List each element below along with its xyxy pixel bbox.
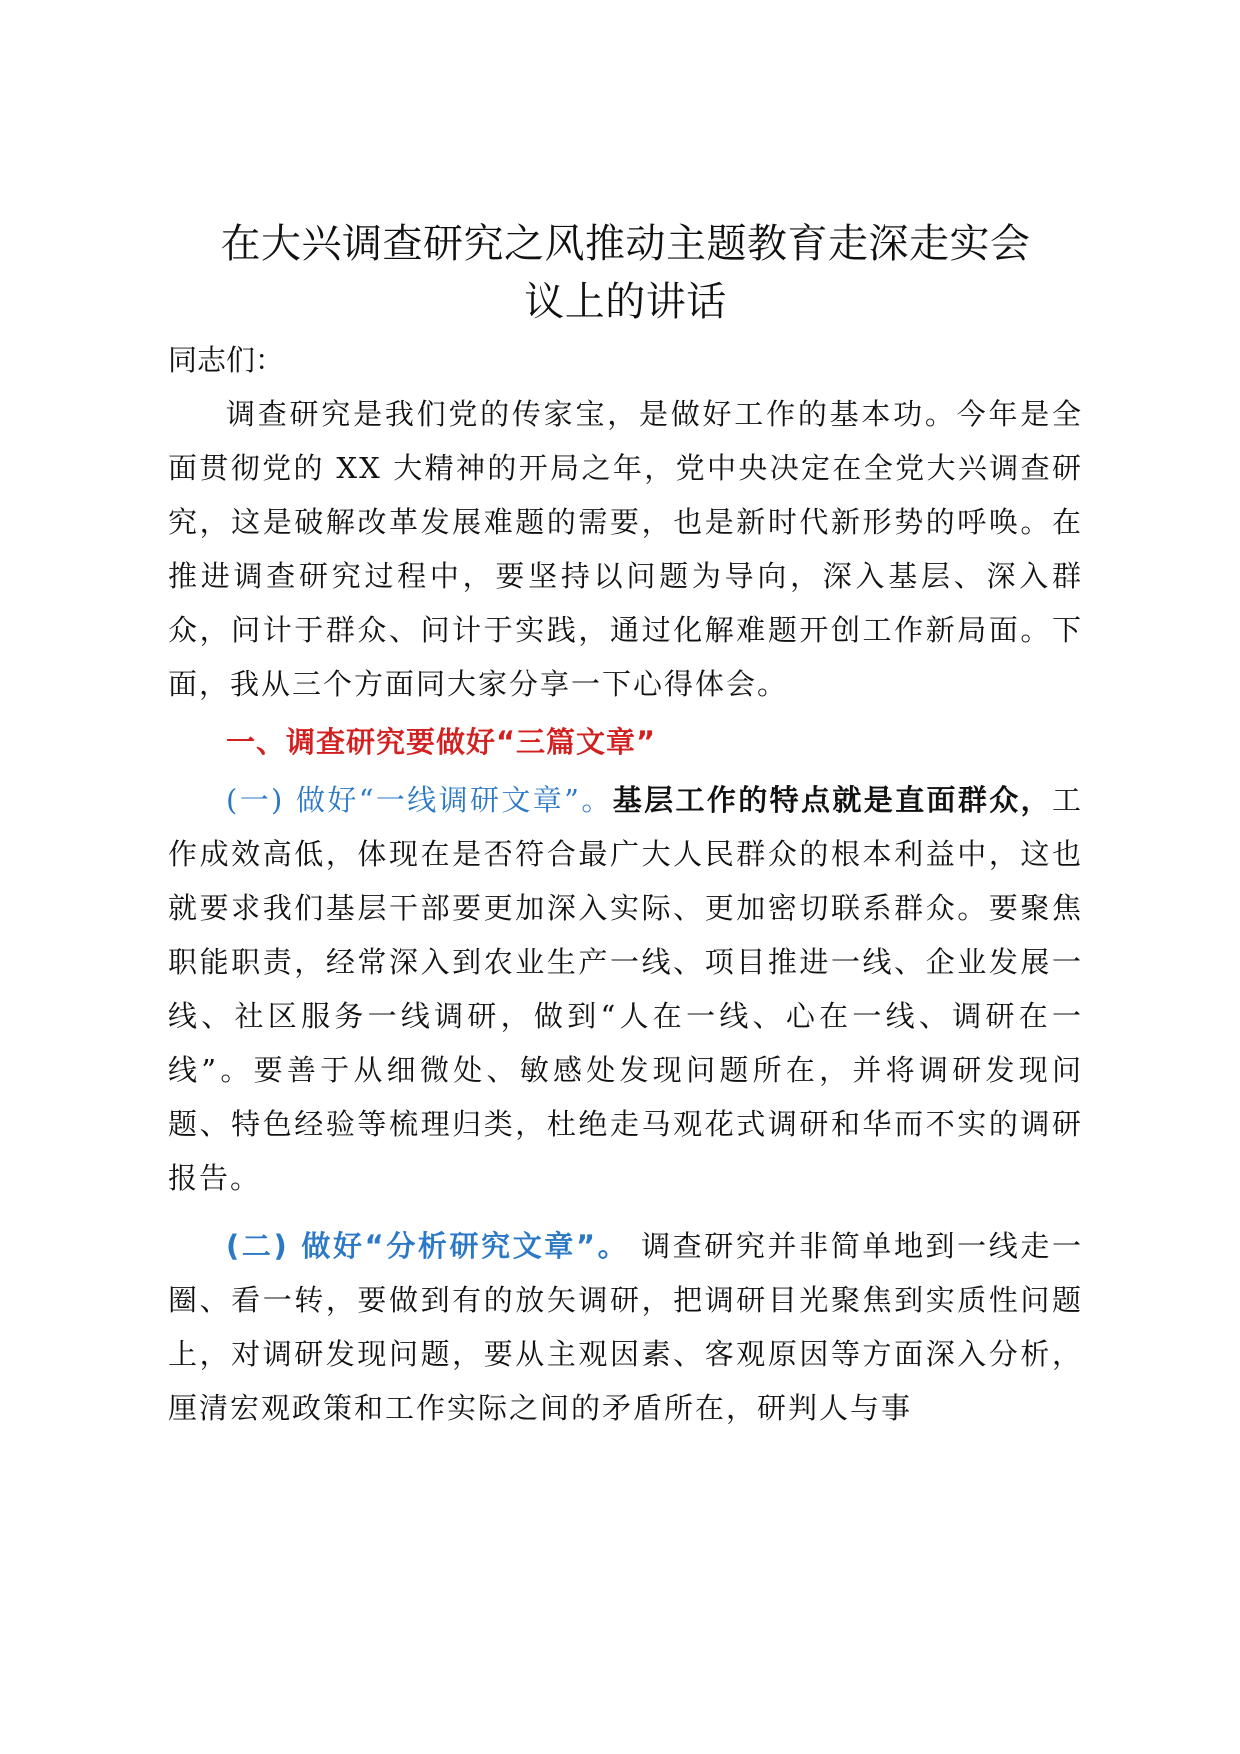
title-line-1: 在大兴调查研究之风推动主题教育走深走实会 [220, 221, 1031, 267]
subsection-1-body: 工作成效高低，体现在是否符合最广大人民群众的根本利益中，这也就要求我们基层干部要更加深入实际、更加密切联系群众。要聚焦职能职责，经常深入到农业生产一线、项目推进一线、企业发展一线、社区服务一线调研，做到“人在一线、心在一线、调研在一线”。要善于从细微处、敏感处发现问题所在，并将调研发现问题、特色经验等梳理归类，杜绝走马观花式调研和华而不实的调研报告。 [168, 783, 1083, 1195]
subsection-2-heading: (二) 做好“分析研究文章”。 [226, 1229, 630, 1263]
subsection-1-paragraph [168, 773, 1083, 1205]
document-title [158, 215, 1093, 331]
subsection-2-paragraph [168, 1219, 1083, 1435]
subsection-1-heading: (一) 做好“一线调研文章”。 [226, 783, 613, 817]
subsection-1-bold-text: 基层工作的特点就是直面群众， [612, 783, 1052, 817]
document-page [168, 215, 1083, 1435]
subsection-2-body: 调查研究并非简单地到一线走一圈、看一转，要做到有的放矢调研，把调研目光聚焦到实质性问题上，对调研发现问题，要从主观因素、客观原因等方面深入分析，厘清宏观政策和工作实际之间的矛盾所在，研判人与事 [168, 1229, 1083, 1425]
intro-paragraph: 调查研究是我们党的传家宝，是做好工作的基本功。今年是全面贯彻党的 XX 大精神的开局之年，党中央决定在全党大兴调查研究，这是破解改革发展难题的需要，也是新时代新形势的呼唤。在推进调查研究过程中，要坚持以问题为导向，深入基层、深入群众，问计于群众、问计于实践，通过化解难题开创工作新局面。下面，我从三个方面同大家分享一下心得体会。 [168, 397, 1083, 701]
salutation: 同志们： [168, 343, 285, 377]
paragraph-gap [168, 1205, 1083, 1219]
section-1-heading: 一、调查研究要做好“三篇文章” [226, 725, 657, 759]
title-line-2: 议上的讲话 [524, 279, 727, 325]
